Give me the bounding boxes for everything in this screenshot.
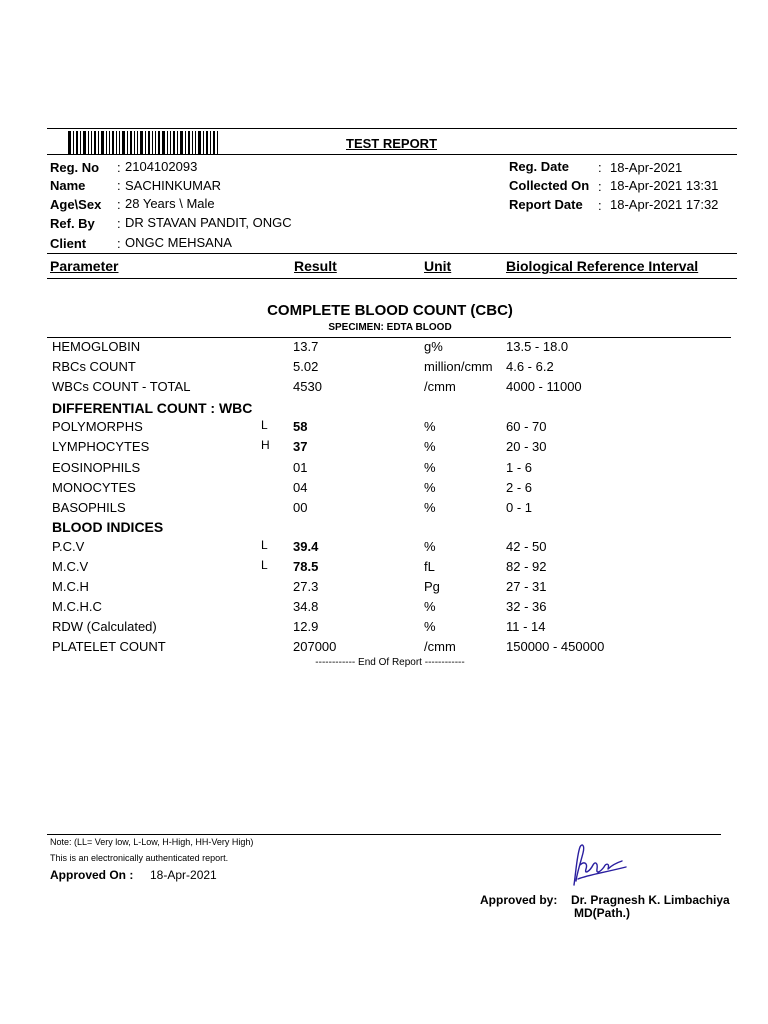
unit: % xyxy=(424,599,436,614)
parameter: BASOPHILS xyxy=(52,500,126,515)
table-row xyxy=(0,619,768,639)
approved-by-label: Approved by: xyxy=(480,893,558,907)
table-row xyxy=(0,500,768,520)
unit: % xyxy=(424,419,436,434)
header-top-rule xyxy=(47,253,737,254)
table-row xyxy=(0,339,768,359)
col-parameter: Parameter xyxy=(50,258,119,274)
report-date-label: Report Date xyxy=(509,197,583,212)
flag: H xyxy=(261,438,270,452)
test-rule xyxy=(47,337,731,338)
reference: 42 - 50 xyxy=(506,539,547,554)
report-date-colon: : xyxy=(598,198,602,213)
col-result: Result xyxy=(294,258,337,274)
unit: % xyxy=(424,539,436,554)
flag: L xyxy=(261,558,268,572)
parameter: EOSINOPHILS xyxy=(52,460,141,475)
reg-no-label: Reg. No xyxy=(50,160,100,175)
table-row xyxy=(0,460,768,480)
reference: 4.6 - 6.2 xyxy=(506,359,554,374)
reference: 150000 - 450000 xyxy=(506,639,605,654)
unit: Pg xyxy=(424,579,440,594)
table-row xyxy=(0,419,768,439)
table-row xyxy=(0,359,768,379)
client-value: ONGC MEHSANA xyxy=(125,235,232,250)
reg-no-colon: : xyxy=(117,160,121,175)
unit: % xyxy=(424,500,436,515)
unit: g% xyxy=(424,339,443,354)
reference: 20 - 30 xyxy=(506,439,547,454)
age-sex-value: 28 Years \ Male xyxy=(125,196,215,211)
client-colon: : xyxy=(117,236,121,251)
title-rule xyxy=(47,154,737,155)
age-sex-colon: : xyxy=(117,197,121,212)
reference: 0 - 1 xyxy=(506,500,533,515)
flag: L xyxy=(261,418,268,432)
reference: 1 - 6 xyxy=(506,460,533,475)
barcode xyxy=(68,131,220,155)
test-title: COMPLETE BLOOD COUNT (CBC) xyxy=(267,302,513,319)
reg-no-value: 2104102093 xyxy=(125,159,198,174)
unit: % xyxy=(424,439,436,454)
unit: % xyxy=(424,480,436,495)
parameter: WBCs COUNT - TOTAL xyxy=(52,379,191,394)
col-unit: Unit xyxy=(424,258,452,274)
result: 58 xyxy=(293,419,308,434)
end-of-report: ------------ End Of Report ------------ xyxy=(315,657,465,668)
top-rule xyxy=(47,128,737,129)
doctor-name: Dr. Pragnesh K. Limbachiya xyxy=(571,893,730,907)
footer-note: Note: (LL= Very low, L-Low, H-High, HH-Very High) xyxy=(50,837,254,847)
ref-by-value: DR STAVAN PANDIT, ONGC xyxy=(125,215,292,230)
result: 01 xyxy=(293,460,308,475)
reference: 2 - 6 xyxy=(506,480,533,495)
header-bottom-rule xyxy=(47,278,737,279)
result: 5.02 xyxy=(293,359,319,374)
reference: 13.5 - 18.0 xyxy=(506,339,569,354)
differential-title: DIFFERENTIAL COUNT : WBC xyxy=(52,400,253,416)
collected-value: 18-Apr-2021 13:31 xyxy=(610,178,719,193)
client-label: Client xyxy=(50,236,87,251)
reference: 27 - 31 xyxy=(506,579,547,594)
indices-title: BLOOD INDICES xyxy=(52,519,164,535)
result: 207000 xyxy=(293,639,337,654)
name-colon: : xyxy=(117,178,121,193)
unit: /cmm xyxy=(424,379,456,394)
doctor-degree: MD(Path.) xyxy=(574,906,630,920)
parameter: M.C.H.C xyxy=(52,599,102,614)
result: 34.8 xyxy=(293,599,319,614)
signature-image xyxy=(568,841,630,887)
name-value: SACHINKUMAR xyxy=(125,178,222,193)
footer-rule xyxy=(47,834,721,835)
table-row xyxy=(0,599,768,619)
unit: fL xyxy=(424,559,435,574)
result: 13.7 xyxy=(293,339,319,354)
reference: 82 - 92 xyxy=(506,559,547,574)
reference: 11 - 14 xyxy=(506,619,546,634)
result: 78.5 xyxy=(293,559,319,574)
ref-by-colon: : xyxy=(117,216,121,231)
unit: /cmm xyxy=(424,639,456,654)
table-row xyxy=(0,480,768,500)
approved-on-label: Approved On : xyxy=(50,868,134,882)
report-title: TEST REPORT xyxy=(346,136,438,151)
parameter: M.C.H xyxy=(52,579,89,594)
parameter: RBCs COUNT xyxy=(52,359,136,374)
collected-colon: : xyxy=(598,179,602,194)
result: 37 xyxy=(293,439,308,454)
flag: L xyxy=(261,538,268,552)
reg-date-value: 18-Apr-2021 xyxy=(610,160,683,175)
ref-by-label: Ref. By xyxy=(50,216,95,231)
collected-label: Collected On xyxy=(509,178,590,193)
parameter: M.C.V xyxy=(52,559,89,574)
reg-date-colon: : xyxy=(598,160,602,175)
reference: 4000 - 11000 xyxy=(506,379,582,394)
result: 04 xyxy=(293,480,308,495)
table-row xyxy=(0,539,768,559)
parameter: PLATELET COUNT xyxy=(52,639,166,654)
parameter: MONOCYTES xyxy=(52,480,136,495)
result: 00 xyxy=(293,500,308,515)
table-row xyxy=(0,579,768,599)
table-row xyxy=(0,639,768,659)
age-sex-label: Age\Sex xyxy=(50,197,102,212)
unit: % xyxy=(424,460,436,475)
specimen-label: SPECIMEN: EDTA BLOOD xyxy=(328,322,452,333)
result: 4530 xyxy=(293,379,322,394)
reg-date-label: Reg. Date xyxy=(509,159,569,174)
result: 12.9 xyxy=(293,619,319,634)
table-row xyxy=(0,439,768,459)
col-reference: Biological Reference Interval xyxy=(506,258,699,274)
footer-auth: This is an electronically authenticated report. xyxy=(50,853,229,863)
report-date-value: 18-Apr-2021 17:32 xyxy=(610,197,719,212)
reference: 32 - 36 xyxy=(506,599,547,614)
parameter: POLYMORPHS xyxy=(52,419,143,434)
table-row xyxy=(0,559,768,579)
result: 39.4 xyxy=(293,539,319,554)
parameter: HEMOGLOBIN xyxy=(52,339,141,354)
approved-on-date: 18-Apr-2021 xyxy=(150,868,217,882)
parameter: RDW (Calculated) xyxy=(52,619,157,634)
table-row xyxy=(0,379,768,399)
parameter: LYMPHOCYTES xyxy=(52,439,150,454)
unit: % xyxy=(424,619,436,634)
unit: million/cmm xyxy=(424,359,493,374)
reference: 60 - 70 xyxy=(506,419,547,434)
result: 27.3 xyxy=(293,579,319,594)
parameter: P.C.V xyxy=(52,539,85,554)
name-label: Name xyxy=(50,178,86,193)
